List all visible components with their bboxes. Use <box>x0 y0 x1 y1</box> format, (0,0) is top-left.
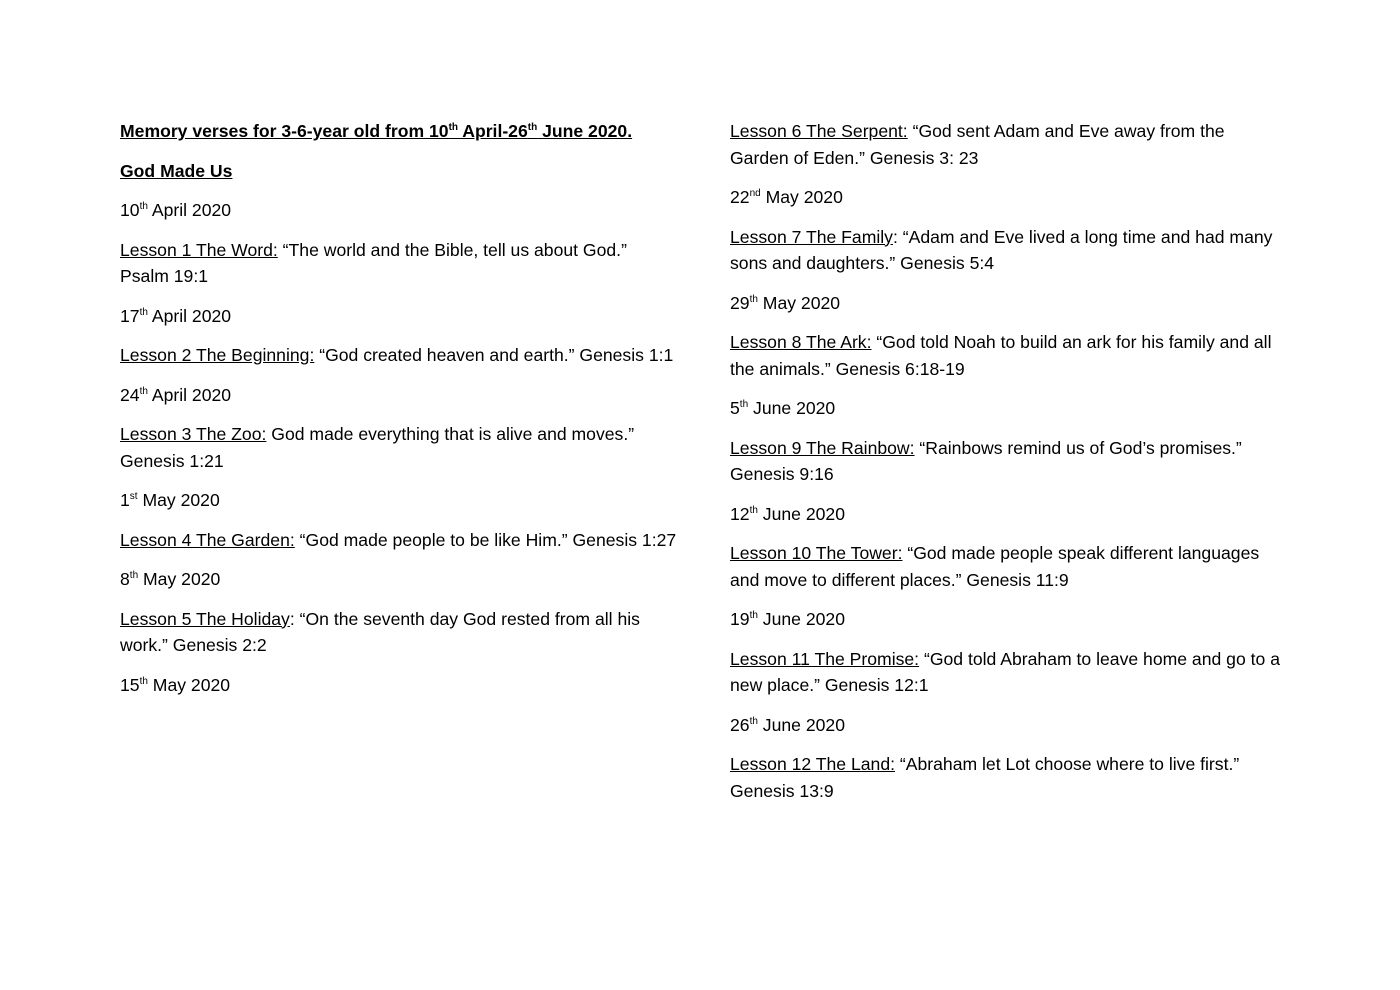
memory-verse-text: : “Adam and Eve lived a long time and had many sons and daughters.” Genesis 5:4 <box>730 226 1273 273</box>
lesson-title: Lesson 4 The Garden: <box>120 529 295 550</box>
date-line <box>730 184 1280 211</box>
lesson-title: Lesson 5 The Holiday <box>120 608 290 629</box>
memory-verse-text: “Rainbows remind us of God’s promises.” Genesis 9:16 <box>730 437 1242 484</box>
lesson-entry <box>730 118 1280 171</box>
date-line <box>120 487 680 514</box>
section-heading: God Made Us <box>120 160 233 181</box>
date-ordinal-suffix: st <box>129 491 138 502</box>
date-month-year: May 2020 <box>137 490 220 510</box>
date-day: 10 <box>120 200 140 220</box>
lesson-title: Lesson 1 The Word: <box>120 239 278 260</box>
date-line <box>730 290 1280 317</box>
lesson-entry <box>730 329 1280 382</box>
date-day: 26 <box>730 714 750 735</box>
lesson-entry <box>120 342 680 369</box>
title-text-end: June 2020. <box>537 121 633 141</box>
lesson-title: Lesson 9 The Rainbow: <box>730 437 915 458</box>
lesson-title: Lesson 12 The Land: <box>730 754 895 774</box>
date-ordinal-suffix: th <box>129 570 139 581</box>
date-line <box>120 197 680 224</box>
lesson-title: Lesson 8 The Ark: <box>730 332 872 352</box>
date-ordinal-suffix: th <box>739 399 749 410</box>
date-month-year: May 2020 <box>147 674 231 695</box>
date-ordinal-suffix: th <box>139 675 148 687</box>
document-title <box>120 118 680 145</box>
date-month-year: April 2020 <box>147 305 232 326</box>
lesson-entry <box>730 224 1280 277</box>
lesson-entry <box>120 606 680 659</box>
date-month-year: May 2020 <box>138 569 221 589</box>
date-day: 24 <box>120 384 140 405</box>
lesson-entry <box>120 527 680 554</box>
right-column <box>730 118 1280 817</box>
date-month-year: June 2020 <box>757 714 845 735</box>
right-entry-list <box>730 118 1280 804</box>
date-month-year: April 2020 <box>147 384 232 405</box>
lesson-title: Lesson 7 The Family <box>730 226 893 247</box>
date-month-year: June 2020 <box>757 503 845 524</box>
memory-verse-text: : “On the seventh day God rested from all his work.” Genesis 2:2 <box>120 608 640 655</box>
memory-verse-text: “Abraham let Lot choose where to live first.” Genesis 13:9 <box>730 754 1240 801</box>
date-day: 15 <box>120 674 140 695</box>
date-line <box>730 395 1280 422</box>
left-entry-list <box>120 197 680 698</box>
date-line <box>730 501 1280 528</box>
memory-verse-text: “God told Abraham to leave home and go to a new place.” Genesis 12:1 <box>730 648 1280 695</box>
date-ordinal-suffix: th <box>139 385 148 397</box>
left-column <box>120 118 680 711</box>
date-day: 17 <box>120 305 140 326</box>
date-line <box>120 382 680 409</box>
date-ordinal-suffix: th <box>139 306 148 318</box>
date-day: 8 <box>120 569 130 589</box>
date-day: 1 <box>120 490 130 510</box>
date-month-year: June 2020 <box>757 609 845 629</box>
date-month-year: June 2020 <box>748 398 836 418</box>
lesson-entry <box>730 646 1280 699</box>
date-month-year: April 2020 <box>147 200 232 220</box>
lesson-title: Lesson 3 The Zoo: <box>120 424 267 444</box>
memory-verse-text: “The world and the Bible, tell us about God.” Psalm 19:1 <box>120 239 627 286</box>
date-day: 29 <box>730 292 750 313</box>
memory-verse-text: “God made people to be like Him.” Genesis 1:27 <box>294 529 677 550</box>
date-line <box>730 606 1280 633</box>
memory-verse-text: “God created heaven and earth.” Genesis 1:1 <box>314 345 674 365</box>
memory-verse-text: God made everything that is alive and moves.” Genesis 1:21 <box>120 424 635 471</box>
date-ordinal-suffix: nd <box>749 188 761 199</box>
lesson-entry <box>730 751 1280 804</box>
date-ordinal-suffix: th <box>749 610 758 621</box>
date-day: 19 <box>730 609 750 629</box>
date-line <box>730 712 1280 739</box>
date-month-year: May 2020 <box>760 187 843 207</box>
lesson-entry <box>730 540 1280 593</box>
date-day: 12 <box>730 503 750 524</box>
date-line <box>120 672 680 699</box>
date-day: 22 <box>730 187 750 207</box>
title-superscript: th <box>448 122 459 133</box>
title-superscript: th <box>527 122 538 133</box>
date-line <box>120 566 680 593</box>
date-month-year: May 2020 <box>757 292 841 313</box>
lesson-title: Lesson 10 The Tower: <box>730 543 903 563</box>
memory-verse-text: “God made people speak different languages and move to different places.” Genesis 11:9 <box>730 543 1260 590</box>
date-ordinal-suffix: th <box>749 293 758 305</box>
date-ordinal-suffix: th <box>139 201 148 212</box>
memory-verse-text: “God told Noah to build an ark for his family and all the animals.” Genesis 6:18-19 <box>730 332 1272 379</box>
lesson-entry <box>120 237 680 290</box>
lesson-title: Lesson 11 The Promise: <box>730 648 920 669</box>
date-ordinal-suffix: th <box>749 504 758 516</box>
memory-verse-text: “God sent Adam and Eve away from the Garden of Eden.” Genesis 3: 23 <box>730 121 1225 168</box>
date-ordinal-suffix: th <box>749 715 758 727</box>
lesson-title: Lesson 2 The Beginning: <box>120 345 315 365</box>
title-text-start: Memory verses for 3-6-year old from 10 <box>120 121 449 141</box>
lesson-entry <box>120 421 680 474</box>
lesson-entry <box>730 435 1280 488</box>
date-day: 5 <box>730 398 740 418</box>
date-line <box>120 303 680 330</box>
lesson-title: Lesson 6 The Serpent: <box>730 121 908 141</box>
title-text-middle: April-26 <box>458 121 528 141</box>
